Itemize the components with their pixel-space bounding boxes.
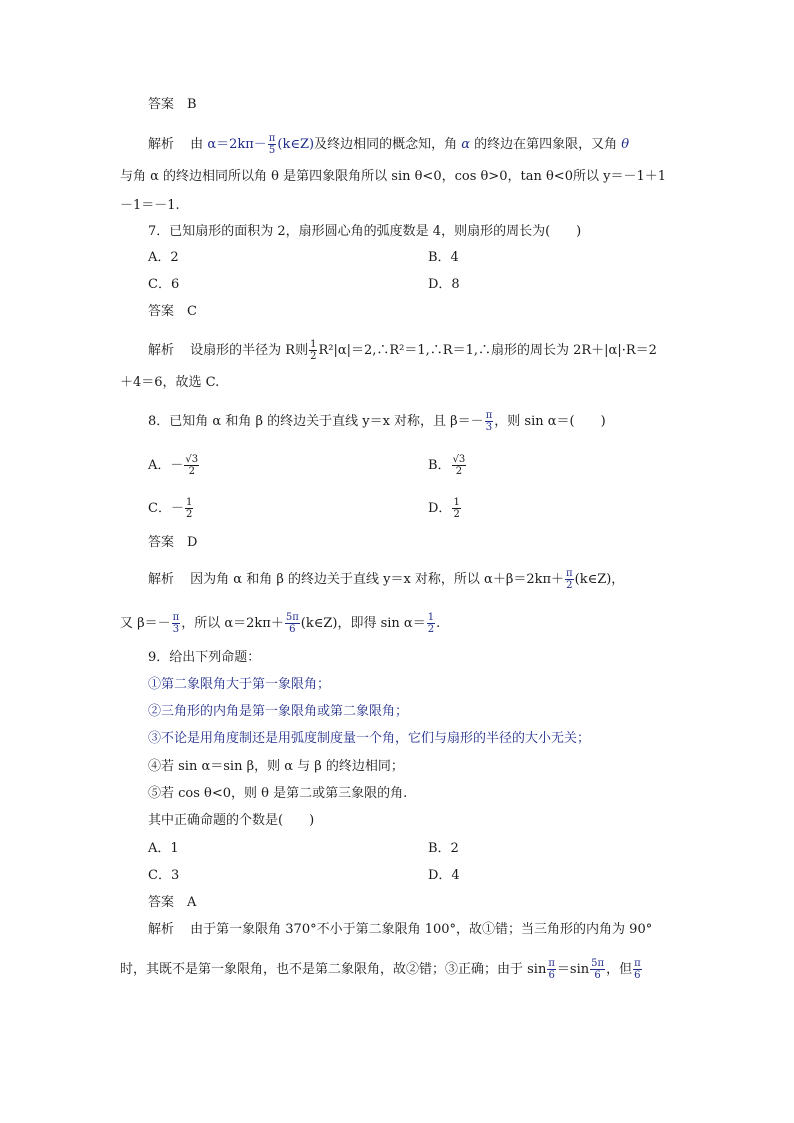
q7-option-a: A．2 (148, 250, 179, 265)
q9-option-b: B．2 (428, 841, 459, 856)
q8-option-d: D． $\frac{1}{2}$ (428, 497, 460, 520)
q8-stem (148, 410, 606, 433)
q9-proposition-4: ④若 sin α＝sin β，则 α 与 β 的终边相同； (148, 759, 404, 774)
q9-answer: 答案 A (148, 895, 197, 910)
q6-exp-alpha: α＝2kπ－ (207, 137, 267, 152)
q9-option-c: C．3 (148, 868, 180, 883)
q9-proposition-5: ⑤若 cos θ<0，则 θ 是第二或第三象限的角. (148, 786, 408, 801)
q6-answer: 答案 B (148, 97, 197, 112)
q8-exp-a: 因为角 α 和角 β 的终边关于直线 y＝x 对称，所以 α＋β＝2kπ＋ (190, 572, 565, 587)
q8-explanation-line2: 又 β＝－ $\frac{\pi}{3}$ ，所以 α＝2kπ＋ $\frac{5\pi}{6}$ (k∈Z)，即得 sin α＝ $\frac{1}{2}$ . (120, 612, 441, 635)
q8-option-a: A．－ $\frac{√3}{2}$ (148, 454, 199, 477)
q7-frac-half: $\frac{1}{2}$ (310, 339, 317, 362)
q8-frac-pi-2: $\frac{\pi}{2}$ (566, 568, 573, 591)
q7-explanation-line2: ＋4＝6，故选 C. (120, 375, 220, 390)
q6-exp-pre: 由 (190, 137, 204, 152)
q7-explanation-line1 (148, 339, 657, 362)
q7-option-b: B．4 (428, 250, 459, 265)
q6-frac-pi-5: $\frac{\pi}{5}$ (268, 133, 276, 156)
q7-option-d: D．8 (428, 277, 460, 292)
q8-exp-b: (k∈Z)， (574, 572, 625, 587)
q6-exp-theta: θ (621, 137, 630, 152)
q9-proposition-3: ③不论是用角度制还是用弧度制度量一个角，它们与扇形的半径的大小无关； (148, 731, 591, 746)
q8-option-c: C．－ $\frac{1}{2}$ (148, 497, 193, 520)
q7-exp-label: 解析 (148, 343, 175, 358)
q7-option-c: C．6 (148, 277, 180, 292)
q6-exp-alpha2: α (461, 137, 470, 152)
q9-proposition-1: ①第二象限角大于第一象限角； (148, 677, 331, 692)
q6-explanation-line3: －1＝－1. (120, 198, 180, 213)
q8-answer: 答案 D (148, 535, 198, 550)
q8-stem-b: ，则 sin α＝( ) (494, 414, 606, 429)
q8-explanation-line1 (148, 568, 624, 591)
q7-stem: 7．已知扇形的面积为 2，扇形圆心角的弧度数是 4，则扇形的周长为( ) (148, 224, 582, 239)
q9-explanation-line1: 解析 由于第一象限角 370°不小于第二象限角 100°，故①错；当三角形的内角为 90° (148, 922, 653, 937)
q6-exp-label: 解析 (148, 137, 175, 152)
q9-stem: 9．给出下列命题： (148, 650, 261, 665)
q8-stem-a: 8．已知角 α 和角 β 的终边关于直线 y＝x 对称，且 β＝－ (148, 414, 484, 429)
q8-frac-pi-3: $\frac{\pi}{3}$ (485, 410, 493, 433)
q9-proposition-2: ②三角形的内角是第一象限角或第二象限角； (148, 704, 409, 719)
q8-exp-label: 解析 (148, 572, 175, 587)
q9-option-a: A．1 (148, 841, 179, 856)
q9-option-d: D．4 (428, 868, 460, 883)
q7-exp-a: 设扇形的半径为 R则 (190, 343, 309, 358)
q7-answer: 答案 C (148, 304, 197, 319)
q9-ask: 其中正确命题的个数是( ) (148, 813, 315, 828)
q6-explanation-line2: 与角 α 的终边相同所以角 θ 是第四象限角所以 sin θ<0，cos θ>0，tan θ<0所以 y＝－1＋1 (120, 169, 666, 184)
q6-exp-text2: 的终边在第四象限，又角 (474, 137, 618, 152)
q8-option-b: B． $\frac{√3}{2}$ (428, 454, 466, 477)
q6-exp-text: 及终边相同的概念知，角 (314, 137, 458, 152)
q6-explanation-line1 (148, 133, 629, 156)
q7-exp-b: R²|α|＝2,∴R²＝1,∴R＝1,∴扇形的周长为 2R＋|α|·R＝2 (318, 343, 657, 358)
q6-exp-kz: (k∈Z) (277, 137, 315, 152)
q9-exp-label: 解析 (148, 922, 175, 937)
q9-explanation-line2: 时，其既不是第一象限角，也不是第二象限角，故②错；③正确；由于 sin $\frac{\pi}{6}$ ＝sin $\frac{5\pi}{6}$ ，但 $\frac{\pi}{6}$ (120, 958, 641, 981)
